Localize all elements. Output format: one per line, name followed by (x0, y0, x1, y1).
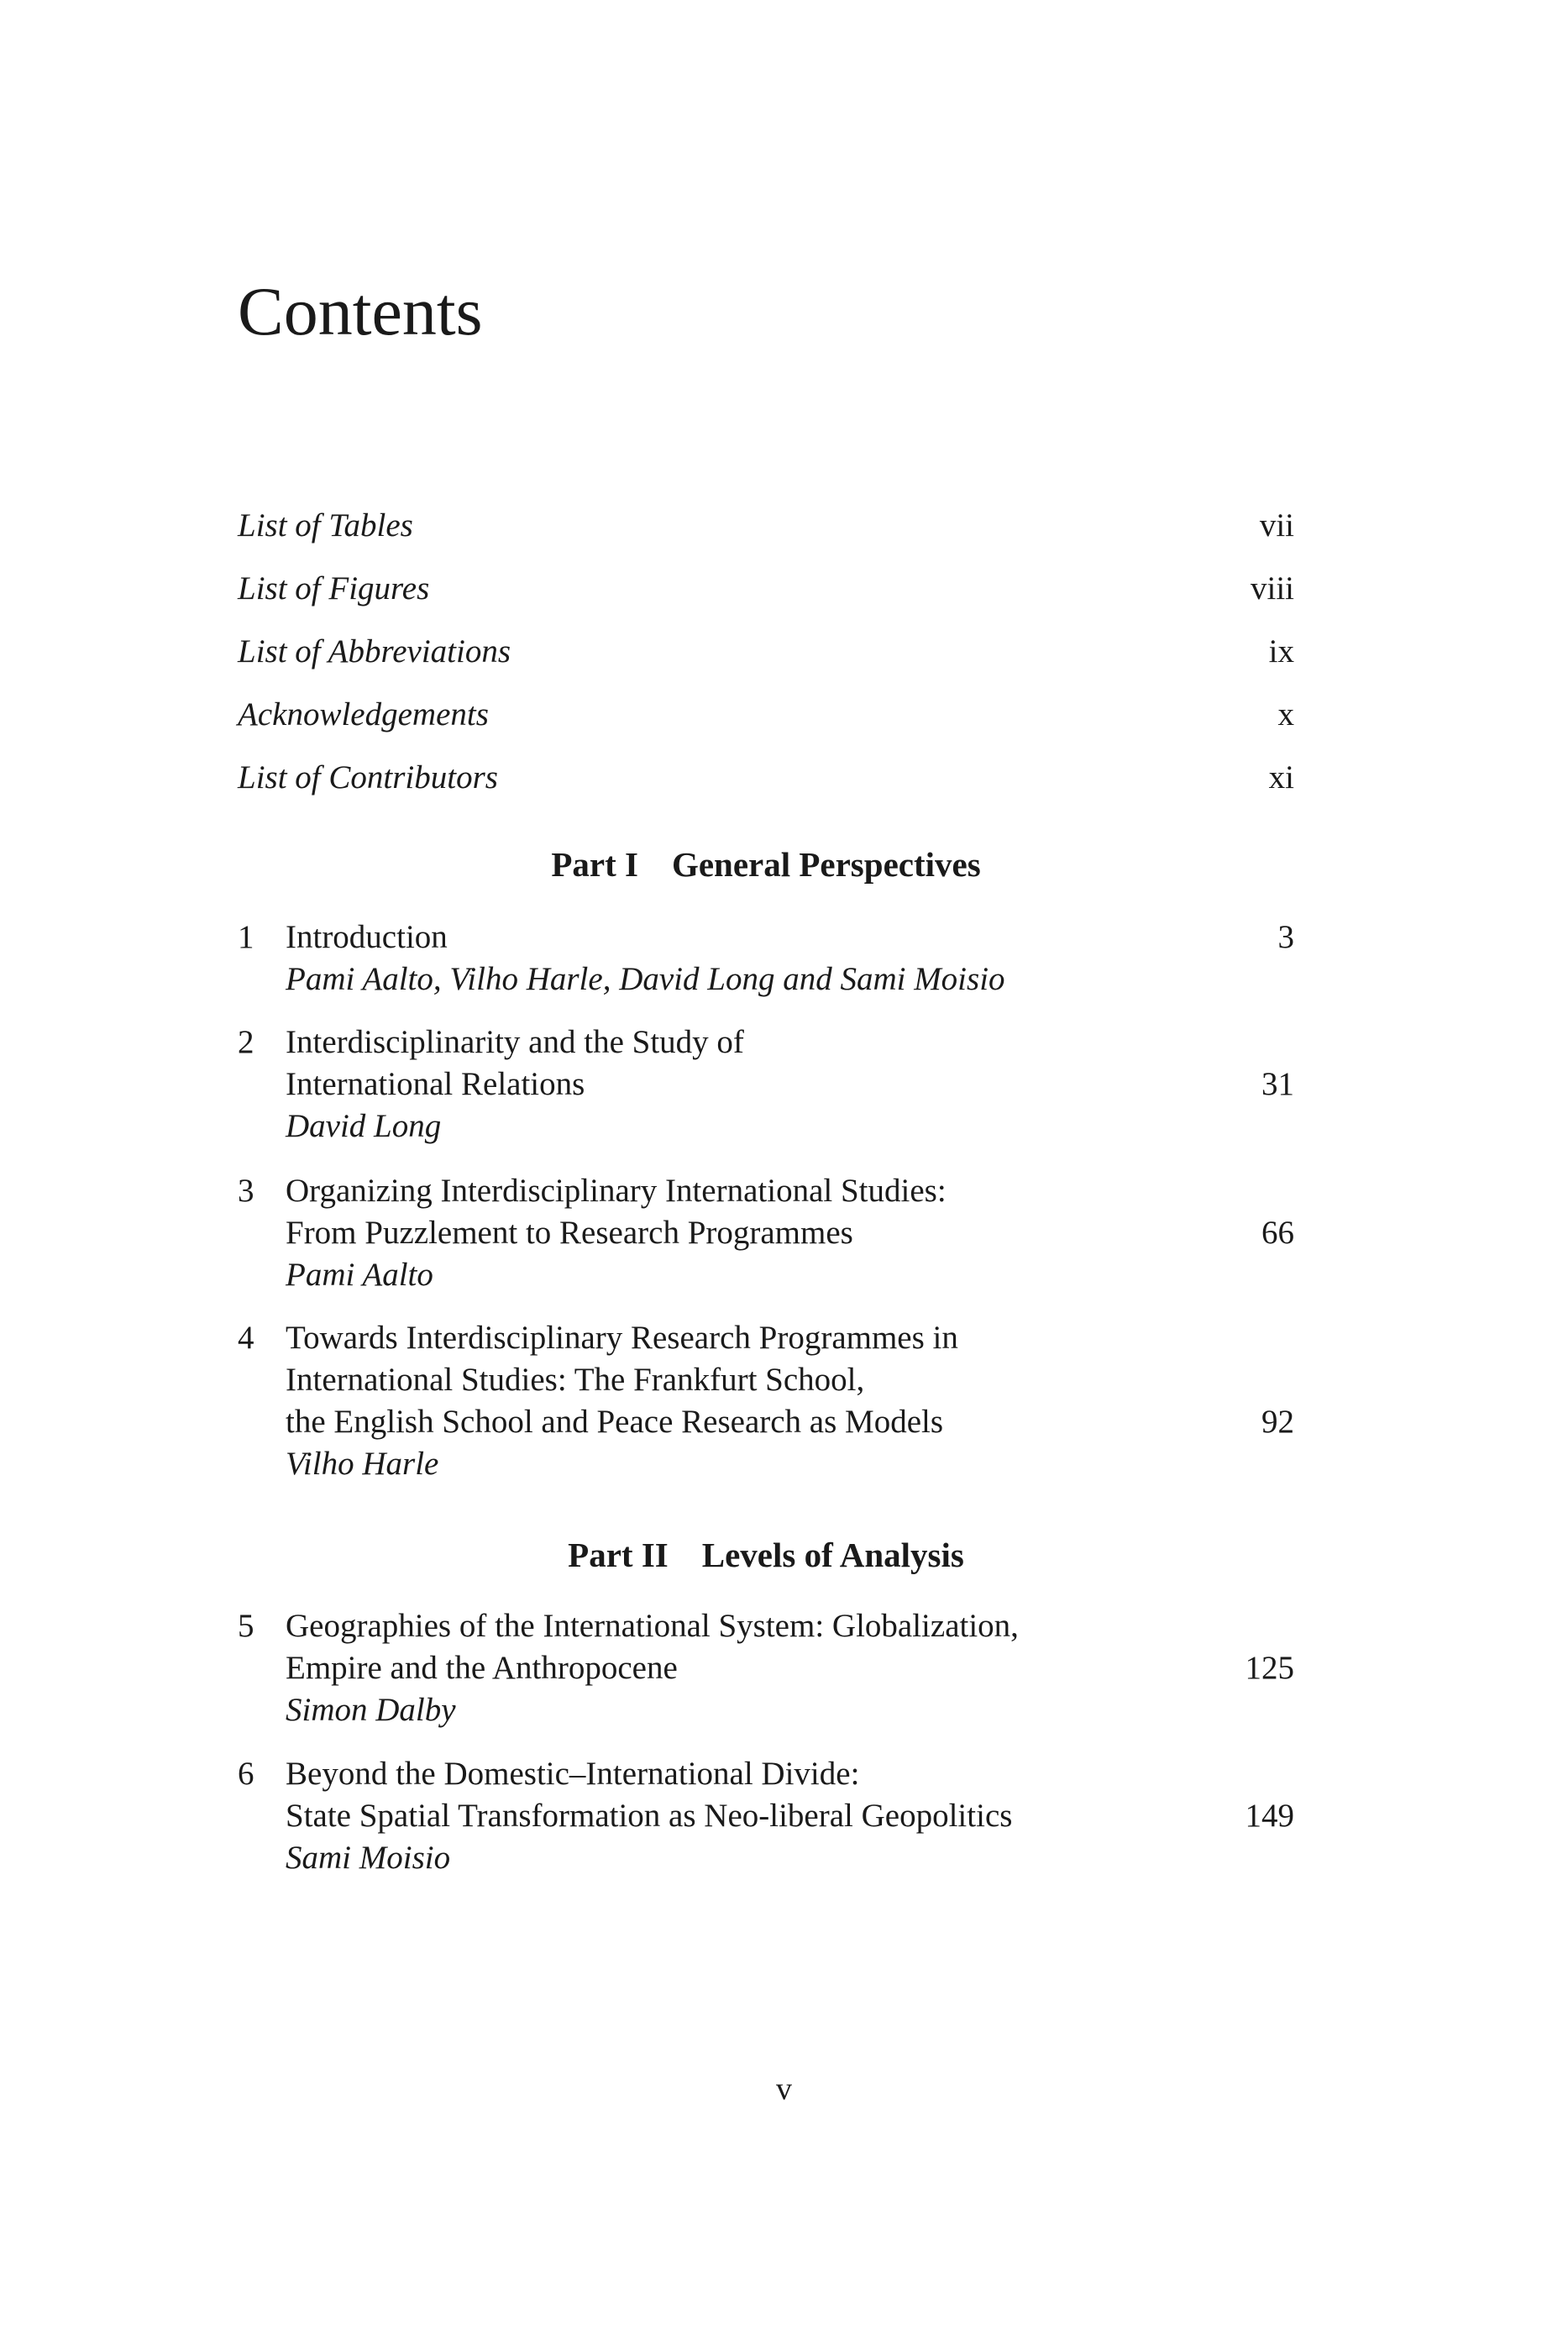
part-heading (238, 1530, 1294, 1580)
chapter-title-line: Beyond the Domestic–International Divide: (286, 1756, 860, 1792)
chapter-number: 5 (238, 1608, 254, 1644)
part-title: Levels of Analysis (701, 1536, 964, 1574)
part-title: General Perspectives (671, 845, 981, 884)
chapter-author: Pami Aalto, Vilho Harle, David Long and Sami Moisio (286, 961, 1005, 997)
toc-entry-list-of-abbreviations[interactable] (238, 627, 1294, 677)
chapter-author: Pami Aalto (286, 1257, 433, 1293)
toc-entry-list-of-tables[interactable] (238, 501, 1294, 551)
toc-entry-label: Acknowledgements (238, 696, 489, 733)
toc-entry-page: x (1277, 696, 1294, 733)
chapter-title-line: Empire and the Anthropocene (286, 1650, 678, 1686)
chapter-author: Vilho Harle (286, 1446, 439, 1482)
toc-entry-page: ix (1268, 633, 1294, 670)
chapter-title-line: Interdisciplinarity and the Study of (286, 1024, 744, 1060)
chapter-number: 6 (238, 1756, 254, 1792)
chapter-number: 1 (238, 919, 254, 955)
chapter-number: 3 (238, 1173, 254, 1209)
chapter-title-line: Towards Interdisciplinary Research Programmes in (286, 1320, 958, 1356)
part-label: Part I (551, 845, 638, 884)
chapter-title-line: Introduction (286, 919, 448, 955)
toc-entry-list-of-contributors[interactable] (238, 753, 1294, 803)
chapter-page: 66 (1261, 1215, 1294, 1251)
toc-entry-acknowledgements[interactable] (238, 690, 1294, 740)
chapter-title-line: From Puzzlement to Research Programmes (286, 1215, 853, 1251)
part-label: Part II (568, 1536, 669, 1574)
chapter-number: 2 (238, 1024, 254, 1060)
toc-entry-page: viii (1250, 570, 1294, 607)
page-number: v (776, 2072, 792, 2107)
toc-entry-label: List of Abbreviations (238, 633, 511, 670)
chapter-author: Simon Dalby (286, 1692, 456, 1728)
chapter-page: 3 (1277, 919, 1294, 955)
chapter-author: Sami Moisio (286, 1840, 451, 1876)
chapter-page: 92 (1261, 1404, 1294, 1440)
toc-entry-page: vii (1259, 507, 1294, 543)
toc-entry-page: xi (1268, 759, 1294, 796)
toc-entry-list-of-figures[interactable] (238, 564, 1294, 614)
chapter-page: 31 (1261, 1066, 1294, 1102)
page-title: Contents (238, 273, 483, 349)
chapter-number: 4 (238, 1320, 254, 1356)
chapter-page: 149 (1245, 1798, 1294, 1834)
chapter-title-line: Geographies of the International System: Globalization, (286, 1608, 1019, 1644)
chapter-page: 125 (1245, 1650, 1294, 1686)
toc-entry-label: List of Contributors (238, 759, 498, 796)
chapter-title-line: Organizing Interdisciplinary International Studies: (286, 1173, 947, 1209)
chapter-title-line: State Spatial Transformation as Neo-liberal Geopolitics (286, 1798, 1013, 1834)
chapter-title-line: the English School and Peace Research as Models (286, 1404, 944, 1440)
toc-entry-label: List of Figures (238, 570, 430, 607)
chapter-title-line: International Studies: The Frankfurt School, (286, 1362, 865, 1398)
chapter-author: David Long (286, 1108, 442, 1144)
part-heading (238, 839, 1294, 890)
chapter-title-line: International Relations (286, 1066, 585, 1102)
toc-entry-label: List of Tables (238, 507, 413, 543)
